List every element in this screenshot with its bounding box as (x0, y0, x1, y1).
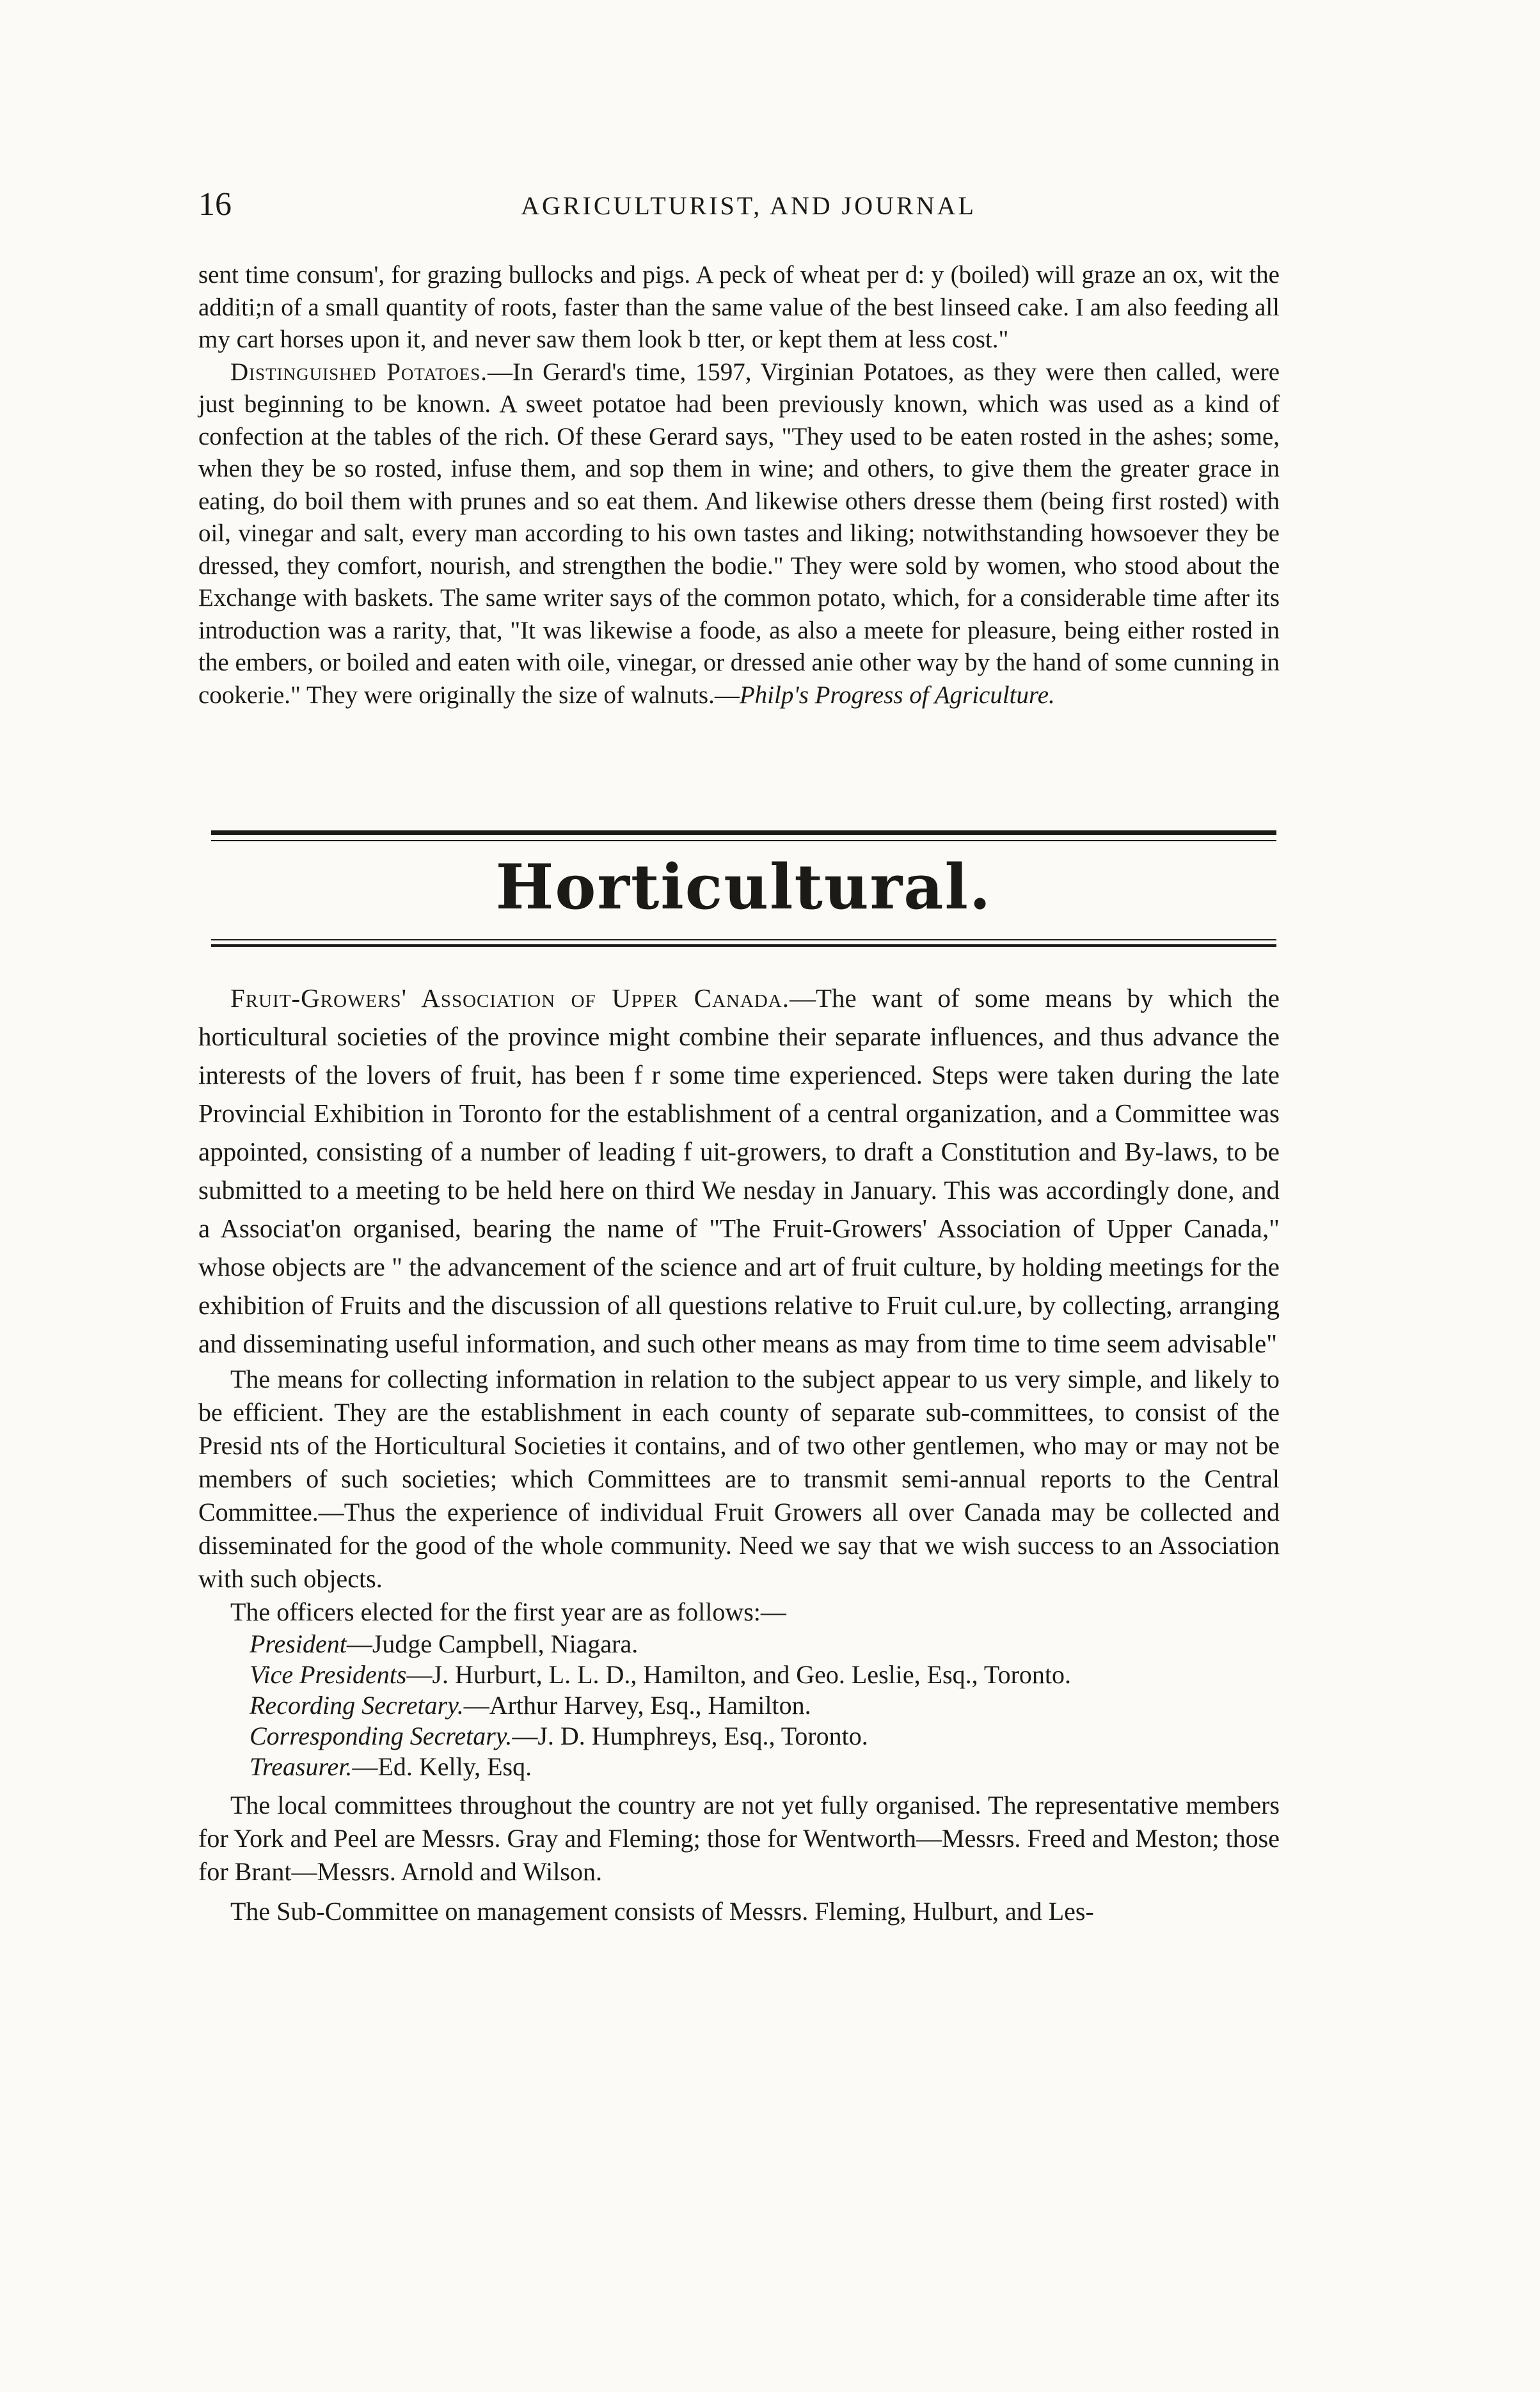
paragraph-body: —The want of some means by which the horticultural societies of the province might combine their separate influences, and thus advance the interests of the lovers of fruit, has been f r some time experienced. Steps were taken during the late Provincial Exhibition in Toronto for the establishment of a central organization, and a Committee was appointed, consisting of a number of leading f uit-growers, to draft a Constitution and By-laws, to be submitted to a meeting to be held here on third We nesday in January. This was accordingly done, and a Associat'on organised, bearing the name of "The Fruit-Growers' Association of Upper Canada," whose objects are " the advancement of the science and art of fruit culture, by holding meetings for the exhibition of Fruits and the discussion of all questions relative to Fruit cul.ure, by collecting, arranging and disseminating useful information, and such other means as may from time to time seem advisable" (198, 983, 1280, 1358)
paragraph-local-committees: The local committees throughout the country are not yet fully organised. The representative members for York and Peel are Messrs. Gray and Fleming; those for Wentworth—Messrs. Freed and Meston; those for Brant—Messrs. Arnold and Wilson. (198, 1791, 1280, 1886)
officer-role: Recording Secretary. (250, 1691, 464, 1720)
paragraph-fruit-growers (198, 979, 1280, 1363)
paragraph-lead: Fruit-Growers' Association of Upper Canada. (230, 983, 790, 1013)
officer-name: —Judge Campbell, Niagara. (346, 1629, 639, 1658)
divider-top-thick (211, 830, 1276, 835)
officer-role: Vice Presidents (250, 1660, 407, 1689)
paragraph-distinguished-potatoes (198, 356, 1280, 712)
officer-name: —J. Hurburt, L. L. D., Hamilton, and Geo. Leslie, Esq., Toronto. (406, 1660, 1072, 1689)
officer-president (250, 1629, 1280, 1659)
officer-role: President (250, 1629, 347, 1658)
officer-name: —J. D. Humphreys, Esq., Toronto. (512, 1722, 868, 1750)
spacer (198, 1889, 1280, 1895)
divider-bottom-thick (211, 944, 1276, 947)
source-citation: Philp's Progress of Agriculture. (739, 681, 1055, 709)
officer-corresponding-secretary (250, 1721, 1280, 1752)
officer-recording-secretary (250, 1690, 1280, 1721)
section-heading: Horticultural. (495, 851, 992, 923)
paragraph-means: The means for collecting information in relation to the subject appear to us very simple, and likely to be efficient. They are the establishment in each county of separate sub-committees, to consist of the Presid nts of the Horticultural Societies it contains, and of two other gentlemen, who may or may not be members of such societies; which Committees are to transmit semi-annual reports to the Central Committee.—Thus the experience of individual Fruit Growers all over Canada may be collected and disseminated for the good of the whole community. Need we say that we wish success to an Association with such objects. (198, 1365, 1280, 1593)
officer-treasurer (250, 1752, 1280, 1782)
paragraph-lead: Distinguished Potatoes. (230, 358, 488, 386)
officer-name: —Ed. Kelly, Esq. (352, 1752, 532, 1781)
officer-name: —Arthur Harvey, Esq., Hamilton. (463, 1691, 811, 1720)
paragraph-sub-committee: The Sub-Committee on management consists of Messrs. Fleming, Hulburt, and Les- (230, 1897, 1094, 1926)
divider-bottom-thin (211, 939, 1276, 940)
officer-vice-presidents (250, 1659, 1280, 1690)
page-header (198, 186, 1299, 230)
running-head: AGRICULTURIST, AND JOURNAL (521, 191, 976, 220)
page-number: 16 (198, 186, 232, 223)
section-horticultural (198, 979, 1280, 1928)
officer-role: Treasurer. (250, 1752, 353, 1781)
paragraph-body: —In Gerard's time, 1597, Virginian Potatoes, as they were then called, were just beginning to be known. A sweet potatoe had been previously known, which was used as a kind of confection at the tables of the rich. Of these Gerard says, "They used to be eaten rosted in the ashes; some, when they be so rosted, infuse them, and sop them in wine; and others, to give them the greater grace in eating, do boil them with prunes and so eat them. And likewise others dresse them (being first rosted) with oil, vinegar and salt, every man according to his own tastes and liking; notwithstanding howsoever they be dressed, they comfort, nourish, and strengthen the bodie." They were sold by women, who stood about the Exchange with baskets. The same writer says of the common potato, which, for a considerable time after its introduction was a rarity, that, "It was likewise a foode, as also a meete for pleasure, being either rosted in the embers, or boiled and eaten with oile, vinegar, or dressed anie other way by the hand of some cunning in cookerie." They were originally the size of walnuts.— (198, 358, 1280, 709)
paragraph-feeding: sent time consum', for grazing bullocks and pigs. A peck of wheat per d: y (boiled) will graze an ox, wit the additi;n of a small quantity of roots, faster than the same value of the best linseed cake. I am also feeding all my cart horses upon it, and never saw them look b tter, or kept them at less cost." (198, 261, 1280, 353)
paragraph-officers-intro: The officers elected for the first year are as follows:— (230, 1597, 786, 1626)
officer-role: Corresponding Secretary. (250, 1722, 512, 1750)
divider-top-thin (211, 840, 1276, 841)
section-potatoes (198, 259, 1280, 711)
spacer (198, 1782, 1280, 1789)
